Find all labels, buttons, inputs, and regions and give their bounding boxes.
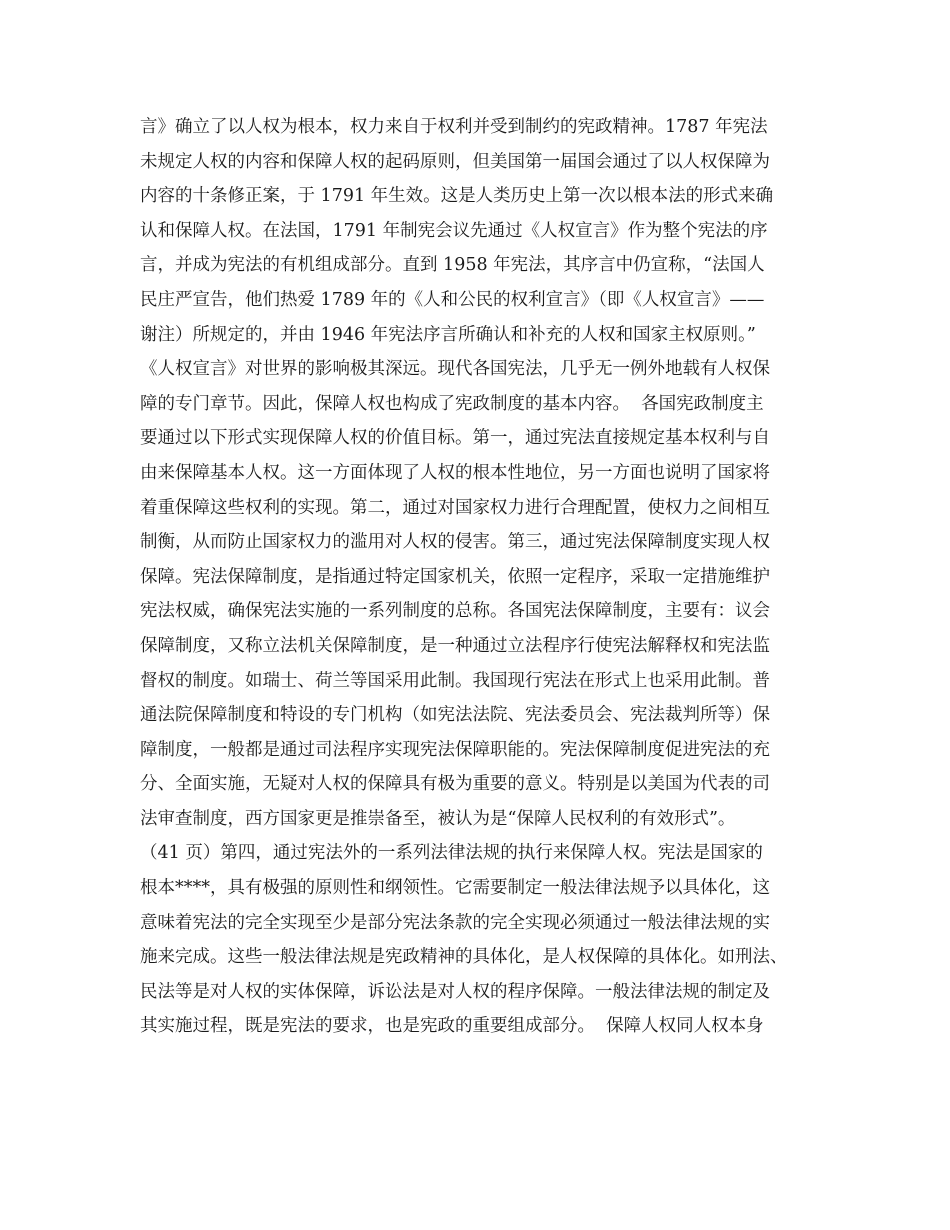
text-line: 民法等是对人权的实体保障，诉讼法是对人权的程序保障。一般法律法规的制定及 [140,981,770,1002]
text-line: 通法院保障制度和特设的专门机构（如宪法法院、宪法委员会、宪法裁判所等）保 [140,705,770,726]
text-line: 督权的制度。如瑞士、荷兰等国采用此制。我国现行宪法在形式上也采用此制。普 [140,670,770,691]
text-line: 制衡，从而防止国家权力的滥用对人权的侵害。第三，通过宪法保障制度实现人权 [140,532,770,553]
text-line: 分、全面实施，无疑对人权的保障具有极为重要的意义。特别是以美国为代表的司 [140,774,770,795]
text-line: 法审查制度，西方国家更是推崇备至，被认为是“保障人民权利的有效形式”。 [140,808,736,829]
text-line: 民庄严宣告，他们热爱 1789 年的《人和公民的权利宣言》（即《人权宣言》—— [140,289,765,310]
text-line: 内容的十条修正案，于 1791 年生效。这是人类历史上第一次以根本法的形式来确 [140,186,774,207]
text-line: 保障。宪法保障制度，是指通过特定国家机关，依照一定程序，采取一定措施维护 [140,566,770,587]
text-line: 要通过以下形式实现保障人权的价值目标。第一，通过宪法直接规定基本权利与自 [140,428,770,449]
text-line: 其实施过程，既是宪法的要求，也是宪政的重要组成部分。 保障人权同人权本身 [140,1016,764,1037]
text-line: 《人权宣言》对世界的影响极其深远。现代各国宪法，几乎无一例外地载有人权保 [140,359,770,380]
text-line: 言》确立了以人权为根本，权力来自于权利并受到制约的宪政精神。1787 年宪法 [140,117,768,137]
text-line: 保障制度，又称立法机关保障制度，是一种通过立法程序行使宪法解释权和宪法监 [140,635,770,656]
text-line: 言，并成为宪法的有机组成部分。直到 1958 年宪法，其序言中仍宣称，“法国人 [140,255,765,276]
body-text [140,110,820,1044]
text-line: 障制度，一般都是通过司法程序实现宪法保障职能的。宪法保障制度促进宪法的充 [140,739,770,760]
text-line: 宪法权威，确保宪法实施的一系列制度的总称。各国宪法保障制度，主要有：议会 [140,601,770,622]
text-line: 着重保障这些权利的实现。第二，通过对国家权力进行合理配置，使权力之间相互 [140,497,770,518]
text-line: 障的专门章节。因此，保障人权也构成了宪政制度的基本内容。 各国宪政制度主 [140,393,764,414]
text-line: （41 页）第四，通过宪法外的一系列法律法规的执行来保障人权。宪法是国家的 [140,843,763,864]
text-line: 认和保障人权。在法国，1791 年制宪会议先通过《人权宣言》作为整个宪法的序 [140,220,768,241]
text-line: 由来保障基本人权。这一方面体现了人权的根本性地位，另一方面也说明了国家将 [140,462,770,483]
text-line: 未规定人权的内容和保障人权的起码原则，但美国第一届国会通过了以人权保障为 [140,151,770,172]
text-line: 施来完成。这些一般法律法规是宪政精神的具体化，是人权保障的具体化。如刑法、 [140,947,788,968]
text-line: 根本****，具有极强的原则性和纲领性。它需要制定一般法律法规予以具体化，这 [140,878,770,899]
text-line: 意味着宪法的完全实现至少是部分宪法条款的完全实现必须通过一般法律法规的实 [140,912,770,933]
text-line: 谢注）所规定的，并由 1946 年宪法序言所确认和补充的人权和国家主权原则。” [140,324,756,345]
